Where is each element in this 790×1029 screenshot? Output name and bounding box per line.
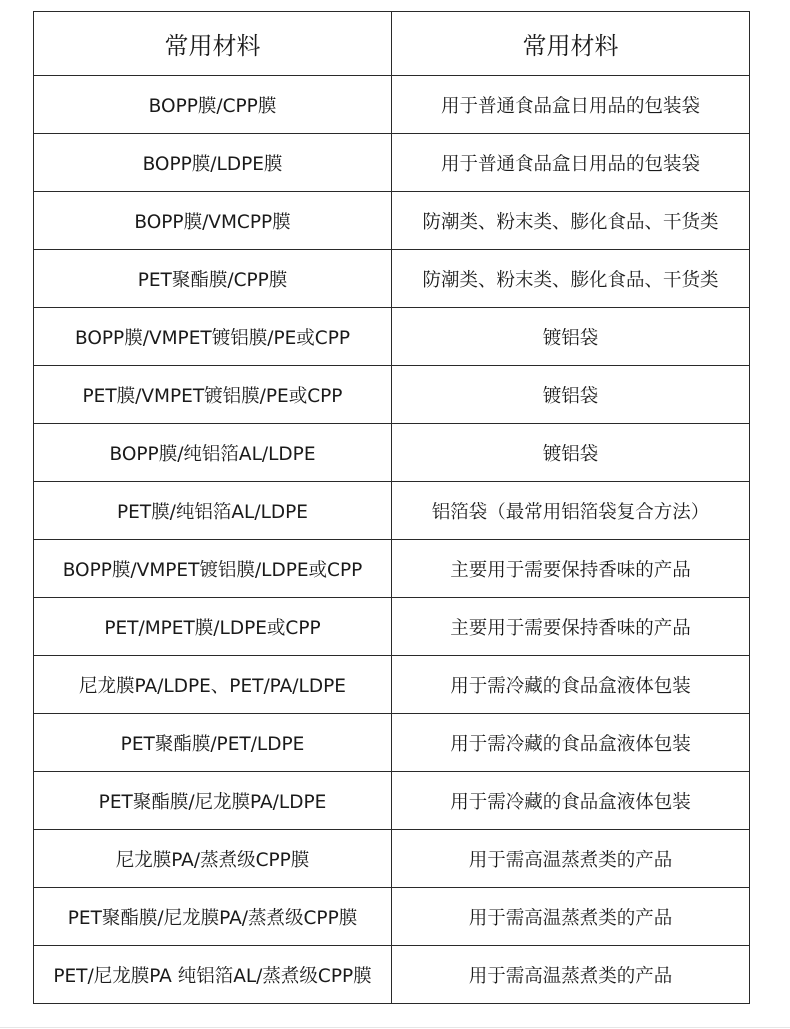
material-cell: PET聚酯膜/尼龙膜PA/蒸煮级CPP膜 — [34, 888, 392, 946]
table-row — [34, 76, 750, 134]
table-row — [34, 250, 750, 308]
table-row — [34, 888, 750, 946]
usage-cell: 用于普通食品盒日用品的包装袋 — [392, 134, 750, 192]
usage-cell: 镀铝袋 — [392, 366, 750, 424]
table-row — [34, 308, 750, 366]
material-cell: BOPP膜/LDPE膜 — [34, 134, 392, 192]
material-cell: BOPP膜/纯铝箔AL/LDPE — [34, 424, 392, 482]
usage-cell: 用于需高温蒸煮类的产品 — [392, 830, 750, 888]
header-usage: 常用材料 — [392, 12, 750, 76]
table-header-row — [34, 12, 750, 76]
usage-cell: 用于需冷藏的食品盒液体包装 — [392, 714, 750, 772]
usage-cell: 防潮类、粉末类、膨化食品、干货类 — [392, 192, 750, 250]
material-cell: 尼龙膜PA/蒸煮级CPP膜 — [34, 830, 392, 888]
table-row — [34, 366, 750, 424]
usage-cell: 主要用于需要保持香味的产品 — [392, 540, 750, 598]
material-cell: PET/MPET膜/LDPE或CPP — [34, 598, 392, 656]
table-row — [34, 946, 750, 1004]
usage-cell: 用于需冷藏的食品盒液体包装 — [392, 772, 750, 830]
usage-cell: 用于需高温蒸煮类的产品 — [392, 946, 750, 1004]
usage-cell: 铝箔袋（最常用铝箔袋复合方法） — [392, 482, 750, 540]
table-row — [34, 830, 750, 888]
material-cell: BOPP膜/VMPET镀铝膜/PE或CPP — [34, 308, 392, 366]
material-cell: PET膜/VMPET镀铝膜/PE或CPP — [34, 366, 392, 424]
usage-cell: 镀铝袋 — [392, 308, 750, 366]
material-cell: PET聚酯膜/CPP膜 — [34, 250, 392, 308]
table-row — [34, 598, 750, 656]
table-row — [34, 714, 750, 772]
material-cell: BOPP膜/CPP膜 — [34, 76, 392, 134]
table-row — [34, 192, 750, 250]
material-cell: BOPP膜/VMPET镀铝膜/LDPE或CPP — [34, 540, 392, 598]
usage-cell: 镀铝袋 — [392, 424, 750, 482]
table-row — [34, 656, 750, 714]
usage-cell: 用于需冷藏的食品盒液体包装 — [392, 656, 750, 714]
material-cell: PET聚酯膜/尼龙膜PA/LDPE — [34, 772, 392, 830]
usage-cell: 主要用于需要保持香味的产品 — [392, 598, 750, 656]
material-cell: 尼龙膜PA/LDPE、PET/PA/LDPE — [34, 656, 392, 714]
material-cell: PET膜/纯铝箔AL/LDPE — [34, 482, 392, 540]
usage-cell: 用于普通食品盒日用品的包装袋 — [392, 76, 750, 134]
table-row — [34, 772, 750, 830]
page-bottom-divider — [0, 1027, 790, 1028]
material-cell: PET/尼龙膜PA 纯铝箔AL/蒸煮级CPP膜 — [34, 946, 392, 1004]
table-row — [34, 482, 750, 540]
table-row — [34, 424, 750, 482]
materials-table — [33, 11, 750, 1004]
material-cell: BOPP膜/VMCPP膜 — [34, 192, 392, 250]
usage-cell: 防潮类、粉末类、膨化食品、干货类 — [392, 250, 750, 308]
material-cell: PET聚酯膜/PET/LDPE — [34, 714, 392, 772]
table-row — [34, 540, 750, 598]
usage-cell: 用于需高温蒸煮类的产品 — [392, 888, 750, 946]
header-material: 常用材料 — [34, 12, 392, 76]
table-row — [34, 134, 750, 192]
